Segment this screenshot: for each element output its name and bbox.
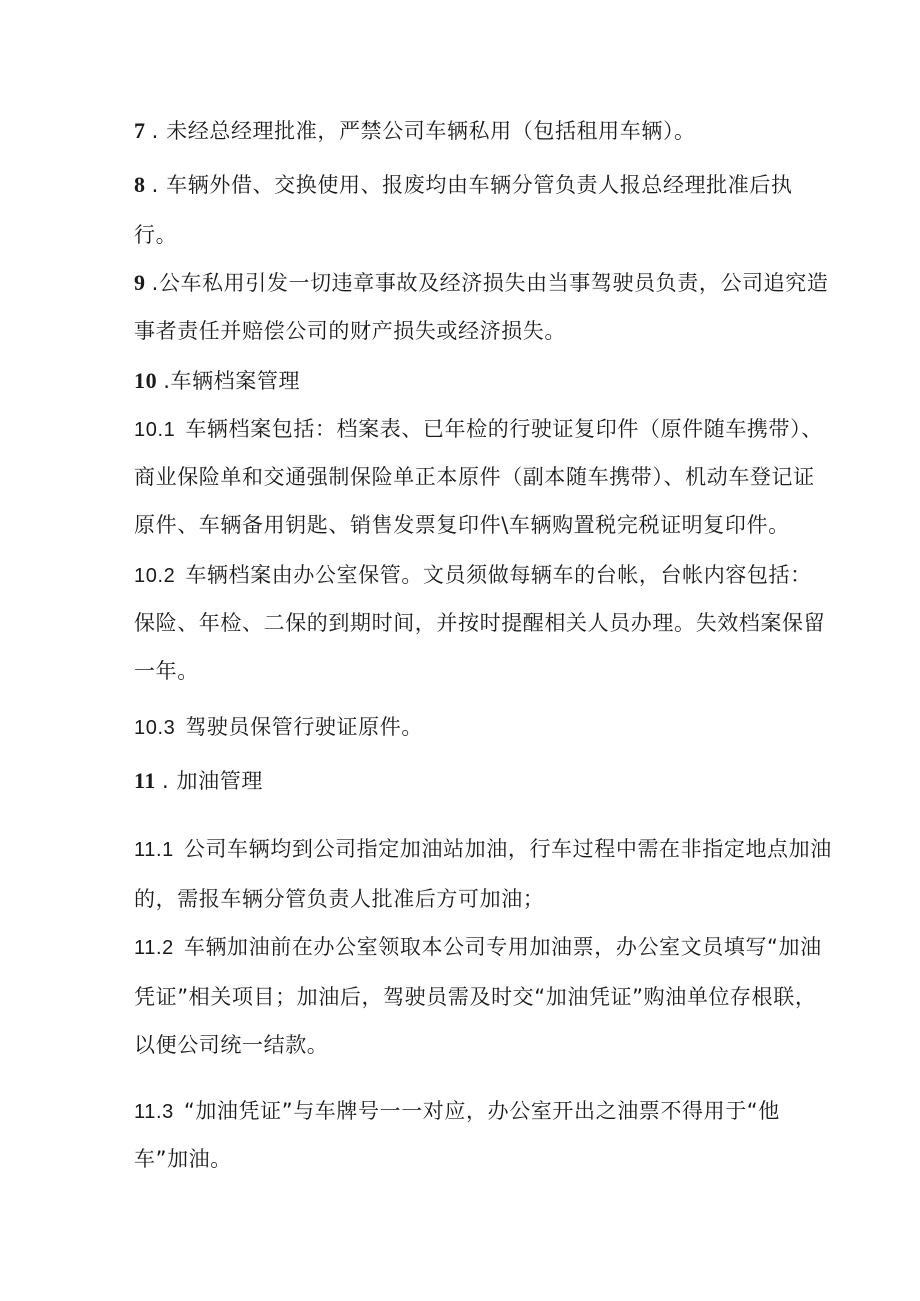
item-number: 11.2	[134, 937, 174, 959]
paragraph-11-1-cont	[134, 886, 544, 912]
item-number: 10.3	[134, 717, 176, 739]
paragraph-11-3	[134, 1098, 780, 1125]
paragraph-8	[134, 172, 793, 198]
paragraph-text: 行。	[134, 223, 178, 247]
paragraph-11-3-cont	[134, 1146, 232, 1172]
item-number: 11	[134, 768, 156, 793]
paragraph-text: 的，需报车辆分管负责人批准后方可加油；	[134, 887, 545, 911]
paragraph-10-2-cont	[134, 658, 199, 684]
paragraph-10-2-cont	[134, 610, 825, 636]
paragraph-text: 保险、年检、二保的到期时间，并按时提醒相关人员办理。失效档案保留	[134, 611, 826, 635]
paragraph-text: 以便公司统一结款。	[134, 1033, 329, 1057]
paragraph-text: 原件、车辆备用钥匙、销售发票复印件\车辆购置税完税证明复印件。	[134, 513, 790, 537]
paragraph-text: 车”加油。	[134, 1147, 232, 1171]
paragraph-text: 车辆档案由办公室保管。文员须做每辆车的台帐，台帐内容包括：	[185, 563, 812, 587]
section-10-heading	[134, 368, 300, 394]
paragraph-11-2-cont	[134, 984, 816, 1010]
paragraph-text: 商业保险单和交通强制保险单正本原件（副本随车携带）、机动车登记证	[134, 465, 815, 489]
paragraph-text: 车辆档案包括：档案表、已年检的行驶证复印件（原件随车携带）、	[185, 417, 823, 441]
section-11-heading	[134, 768, 263, 794]
paragraph-8-cont	[134, 222, 177, 248]
item-number: 10.2	[134, 565, 176, 587]
paragraph-10-3	[134, 714, 423, 741]
paragraph-11-1	[134, 836, 832, 863]
item-number: 9	[134, 270, 146, 295]
paragraph-text: 车辆加油前在办公室领取本公司专用加油票，办公室文员填写“加油	[183, 935, 822, 959]
paragraph-11-2-cont	[134, 1032, 328, 1058]
item-number: 11.1	[134, 839, 174, 861]
paragraph-text: 事者责任并赔偿公司的财产损失或经济损失。	[134, 319, 566, 343]
paragraph-text: “加油凭证”与车牌号一一对应，办公室开出之油票不得用于“他	[183, 1099, 780, 1123]
item-number: 10	[134, 368, 158, 393]
paragraph-text: 公司车辆均到公司指定加油站加油，行车过程中需在非指定地点加油	[183, 837, 832, 861]
paragraph-text: 凭证”相关项目；加油后，驾驶员需及时交“加油凭证”购油单位存根联，	[134, 985, 817, 1009]
item-number: 11.3	[134, 1101, 174, 1123]
paragraph-text: . 未经总经理批准，严禁公司车辆私用（包括租用车辆）。	[151, 119, 696, 143]
paragraph-text: .车辆档案管理	[163, 369, 301, 393]
paragraph-11-2	[134, 934, 822, 961]
paragraph-text: .公车私用引发一切违章事故及经济损失由当事驾驶员负责，公司追究造	[151, 271, 829, 295]
paragraph-text: . 加油管理	[162, 769, 263, 793]
paragraph-text: 一年。	[134, 659, 199, 683]
paragraph-text: . 车辆外借、交换使用、报废均由车辆分管负责人报总经理批准后执	[151, 173, 793, 197]
item-number: 7	[134, 118, 146, 143]
paragraph-9	[134, 270, 828, 296]
item-number: 8	[134, 172, 146, 197]
paragraph-10-2	[134, 562, 812, 589]
item-number: 10.1	[134, 419, 176, 441]
paragraph-10-1	[134, 416, 823, 443]
paragraph-10-1-cont	[134, 464, 815, 490]
paragraph-10-1-cont	[134, 512, 790, 538]
paragraph-7	[134, 118, 696, 144]
paragraph-9-cont	[134, 318, 566, 344]
paragraph-text: 驾驶员保管行驶证原件。	[185, 715, 423, 739]
